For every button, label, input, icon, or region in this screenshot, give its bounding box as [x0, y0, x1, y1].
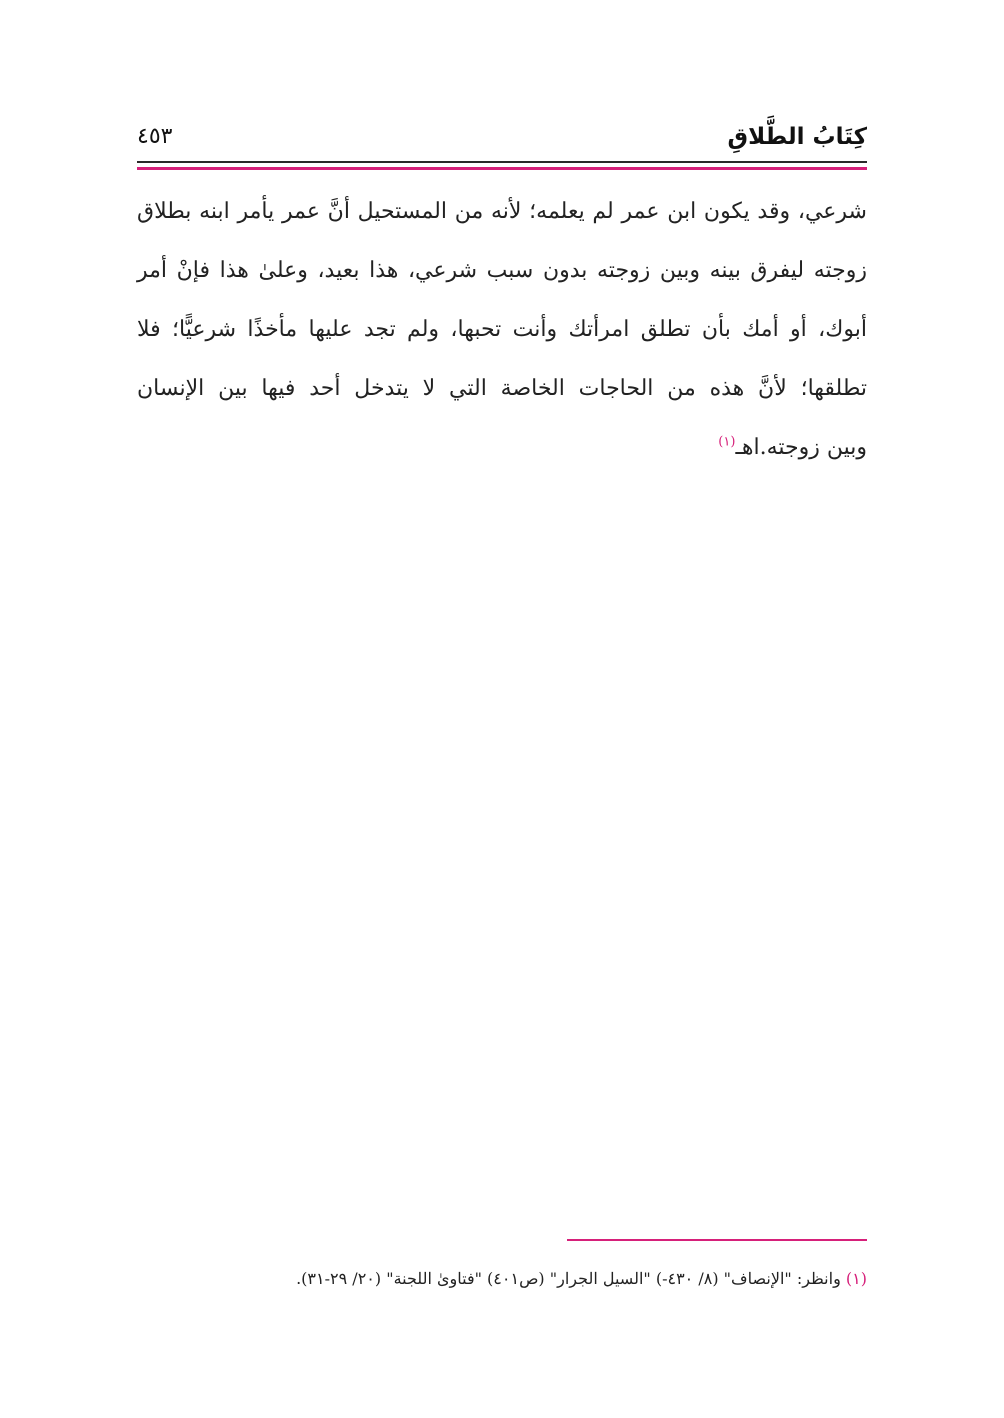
header-rule: [137, 161, 867, 163]
text-line: زوجته ليفرق بينه وبين زوجته بدون سبب شرعي، هذا بعيد، وعلىٰ هذا فإنْ أمر: [137, 258, 867, 283]
text-line: وبين زوجته.اهـ: [735, 435, 867, 460]
running-header: [137, 118, 867, 162]
text-line: أبوك، أو أمك بأن تطلق امرأتك وأنت تحبها، ولم تجد عليها مأخذًا شرعيًّا؛ فلا: [137, 317, 867, 342]
text-line: شرعي، وقد يكون ابن عمر لم يعلمه؛ لأنه من المستحيل أنَّ عمر يأمر ابنه بطلاق: [137, 199, 867, 224]
main-text: [137, 182, 867, 477]
header-accent-rule: [137, 167, 867, 170]
footnote-separator: [567, 1239, 867, 1241]
footnote-text: وانظر: "الإنصاف" (٨/ ٤٣٠-) "السيل الجرار" (ص٤٠١) "فتاوىٰ اللجنة" (٢٠/ ٢٩-٣١).: [296, 1269, 841, 1288]
footnote-reference[interactable]: (١): [718, 434, 736, 450]
book-title: كِتَابُ الطَّلاقِ: [727, 124, 867, 150]
text-line: تطلقها؛ لأنَّ هذه من الحاجات الخاصة التي لا يتدخل أحد فيها بين الإنسان: [137, 376, 867, 401]
footnote-number: (١): [845, 1269, 867, 1288]
footnote: [137, 1266, 867, 1292]
page-number: ٤٥٣: [137, 124, 173, 149]
text-line-last: [137, 418, 867, 477]
